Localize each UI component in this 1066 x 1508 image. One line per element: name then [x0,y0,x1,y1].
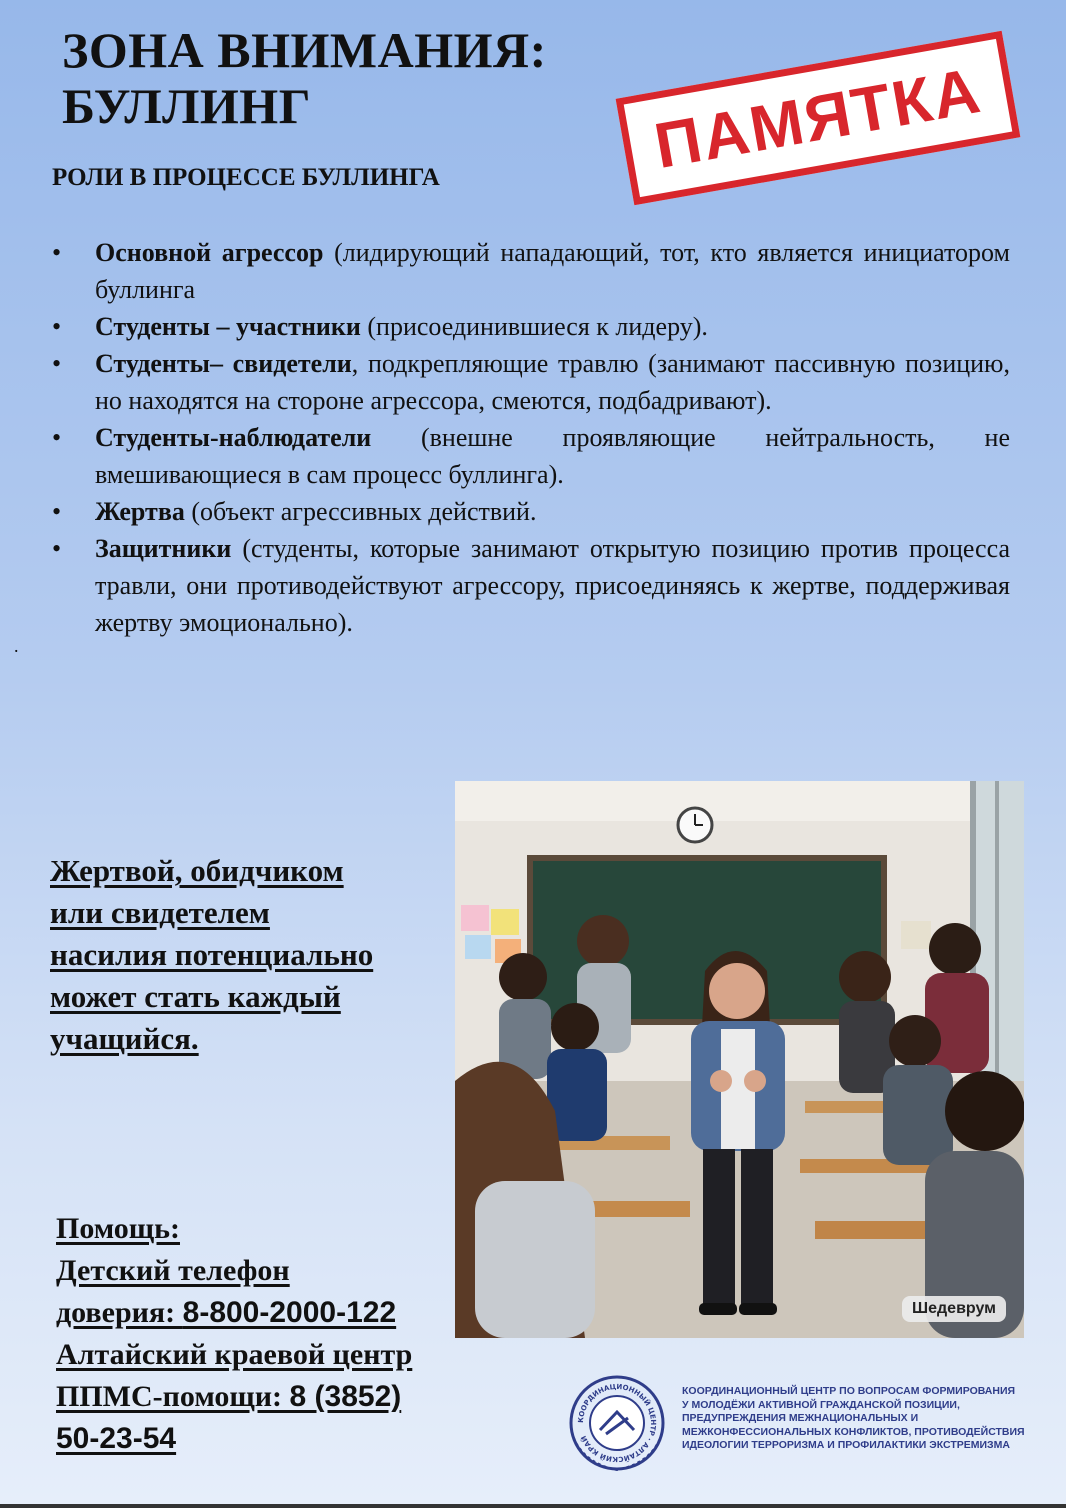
memo-stamp [616,31,1021,205]
key-message-line: или свидетелем [50,895,270,930]
role-term: Студенты-наблюдатели [95,423,372,452]
help-contacts [56,1208,496,1460]
help-line: Алтайский краевой центр [56,1338,413,1371]
role-item [52,308,1010,345]
org-line: ПРЕДУПРЕЖДЕНИЯ МЕЖНАЦИОНАЛЬНЫХ И [682,1412,919,1424]
role-description: (студенты, которые занимают открытую позицию против процесса травли, они противодействуют агрессору, присоединяясь к жертве, поддерживая жертву эмоционально). [95,534,1010,637]
role-term: Студенты– свидетели [95,349,352,378]
role-description: (внешне проявляющие нейтральность, не вмешивающиеся в сам процесс буллинга). [95,423,1010,489]
coordination-center-logo [566,1372,668,1474]
title-line-2: БУЛЛИНГ [62,78,312,134]
role-description: (объект агрессивных действий. [184,497,537,526]
key-message-line: может стать каждый [50,979,341,1014]
help-line-number [56,1418,496,1460]
help-line-hotline [56,1292,496,1334]
photo-watermark: Шедеврум [902,1296,1006,1322]
stray-dot: . [14,636,19,656]
role-term: Студенты – участники [95,312,361,341]
role-item [52,234,1010,308]
org-line: МЕЖКОНФЕССИОНАЛЬНЫХ КОНФЛИКТОВ, ПРОТИВОДЕЙСТВИЯ [682,1425,1025,1438]
key-message-line: Жертвой, обидчиком [50,853,344,888]
help-line-center [56,1376,496,1418]
key-message-line: насилия потенциально [50,937,374,972]
role-term: Основной агрессор [95,238,324,267]
center-label: ППМС-помощи: [56,1380,290,1413]
roles-list [52,234,1010,641]
role-description: (лидирующий нападающий, тот, кто является инициатором буллинга [95,238,1011,304]
org-line: ИДЕОЛОГИИ ТЕРРОРИЗМА И ПРОФИЛАКТИКИ ЭКСТРЕМИЗМА [682,1439,1010,1451]
role-item [52,419,1010,493]
help-heading: Помощь: [56,1212,180,1245]
logo-ring-text: КООРДИНАЦИОННЫЙ ЦЕНТР · АЛТАЙСКИЙ КРАЙ [576,1382,658,1464]
role-term: Жертва [95,497,185,526]
classroom-photo [455,781,1024,1338]
center-phone-code: 8 (3852) [289,1380,402,1413]
page-title [62,22,622,134]
stamp-label: ПАМЯТКА [649,53,987,183]
org-line: КООРДИНАЦИОННЫЙ ЦЕНТР ПО ВОПРОСАМ ФОРМИРОВАНИЯ [682,1385,1016,1397]
role-description: (присоединившиеся к лидеру). [360,312,708,341]
center-phone-number: 50-23-54 [56,1422,177,1455]
role-item [52,345,1010,419]
title-line-1: ЗОНА ВНИМАНИЯ: [62,22,547,78]
classroom-illustration [455,781,1024,1338]
organization-name [682,1385,1025,1453]
role-description: , подкрепляющие травлю (занимают пассивную позицию, но находятся на стороне агрессора, смеются, подбадривают). [95,349,1010,415]
help-line: Детский телефон [56,1254,290,1287]
org-line: У МОЛОДЁЖИ АКТИВНОЙ ГРАЖДАНСКОЙ ПОЗИЦИИ, [682,1398,960,1411]
hotline-label: доверия: [56,1296,183,1329]
key-message [50,850,450,1060]
role-item [52,530,1010,641]
key-message-line: учащийся. [50,1021,199,1056]
role-item [52,493,1010,530]
section-subtitle: РОЛИ В ПРОЦЕССЕ БУЛЛИНГА [52,164,440,191]
hotline-number: 8-800-2000-122 [182,1296,397,1329]
role-term: Защитники [95,534,232,563]
bottom-border [0,1504,1066,1508]
